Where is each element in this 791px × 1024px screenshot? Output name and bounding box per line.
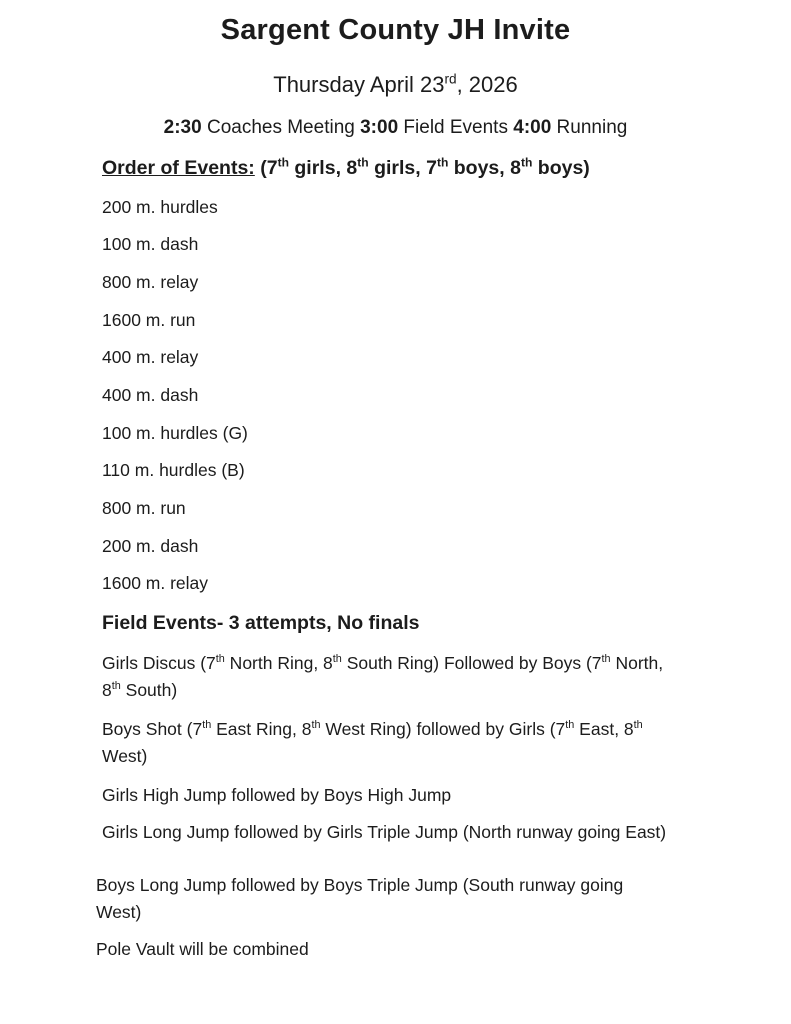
date-suffix: rd [444, 71, 457, 87]
shot-part: West Ring) followed by Girls (7 [320, 719, 566, 739]
date-year: , 2026 [456, 72, 518, 97]
page-title: Sargent County JH Invite [220, 14, 571, 46]
order-of-events-heading [102, 157, 590, 180]
order-label: Order of Events: [102, 157, 255, 179]
shot-line-2: West) [102, 746, 148, 766]
event-item: 800 m. relay [102, 272, 199, 292]
shot-sup: th [633, 719, 643, 732]
order-sup: th [520, 155, 533, 170]
boys-long-jump-line-1: Boys Long Jump followed by Boys Triple Jump (South runway going [96, 875, 624, 895]
shot-part: East Ring, 8 [211, 719, 312, 739]
discus-sup: th [111, 680, 121, 693]
event-date [0, 72, 791, 98]
order-part: boys, 8 [448, 157, 521, 179]
discus-part: Girls Discus (7 [102, 653, 216, 673]
event-item: 100 m. hurdles (G) [102, 423, 248, 443]
discus-sup: th [332, 653, 342, 666]
event-item: 400 m. relay [102, 347, 199, 367]
shot-part: East, 8 [574, 719, 634, 739]
event-item: 400 m. dash [102, 385, 199, 405]
discus-part: North Ring, 8 [224, 653, 333, 673]
order-part: girls, 8 [288, 157, 358, 179]
shot-sup: th [202, 719, 212, 732]
discus-part: South Ring) Followed by Boys (7 [341, 653, 602, 673]
order-sup: th [436, 155, 449, 170]
event-item: 800 m. run [102, 498, 186, 518]
event-item: 200 m. hurdles [102, 197, 218, 217]
order-part: girls, 7 [368, 157, 437, 179]
event-item: 100 m. dash [102, 234, 199, 254]
girls-long-jump-line: Girls Long Jump followed by Girls Triple Jump (North runway going East) [102, 822, 667, 842]
time-coaches: 2:30 [163, 117, 202, 138]
shot-part: Boys Shot (7 [102, 719, 203, 739]
event-item: 200 m. dash [102, 536, 199, 556]
shot-sup: th [565, 719, 575, 732]
order-part: boys) [532, 157, 590, 179]
event-item: 110 m. hurdles (B) [102, 460, 245, 480]
label-coaches: Coaches Meeting [201, 117, 361, 138]
date-text: Thursday April 23 [273, 72, 445, 97]
label-running: Running [551, 117, 628, 138]
discus-part: South) [120, 680, 178, 700]
discus-sup: th [601, 653, 611, 666]
shot-line-1 [102, 716, 643, 742]
event-item: 1600 m. relay [102, 573, 209, 593]
order-sup: th [357, 155, 369, 170]
order-sup: th [277, 155, 289, 170]
label-field: Field Events [398, 117, 514, 138]
discus-part: North, [610, 653, 664, 673]
schedule-line [0, 117, 791, 139]
time-field: 3:00 [360, 117, 399, 138]
field-events-heading: Field Events- 3 attempts, No finals [102, 612, 420, 634]
time-running: 4:00 [513, 117, 552, 138]
boys-long-jump-line-2: West) [96, 902, 142, 922]
high-jump-line: Girls High Jump followed by Boys High Jump [102, 785, 452, 805]
order-part: (7 [254, 157, 278, 179]
event-item: 1600 m. run [102, 310, 196, 330]
shot-sup: th [311, 719, 321, 732]
discus-line-2 [102, 677, 177, 703]
pole-vault-line: Pole Vault will be combined [96, 939, 309, 959]
discus-line-1 [102, 650, 663, 676]
discus-part: 8 [102, 680, 112, 700]
discus-sup: th [215, 653, 225, 666]
